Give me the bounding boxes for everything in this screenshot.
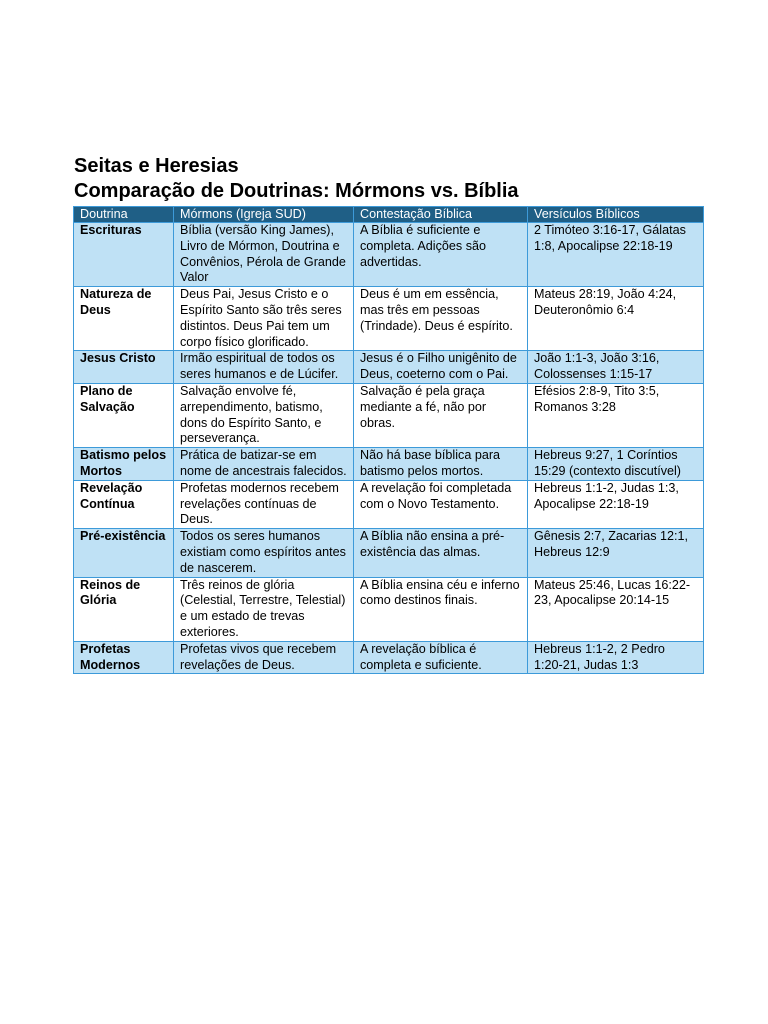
doctrine-cell: Escrituras — [74, 223, 174, 287]
mormon-view-cell: Irmão espiritual de todos os seres humanos e de Lúcifer. — [174, 351, 354, 384]
mormon-view-cell: Três reinos de glória (Celestial, Terrestre, Telestial) e um estado de trevas exteriores. — [174, 577, 354, 641]
verses-cell: Mateus 25:46, Lucas 16:22-23, Apocalipse 20:14-15 — [528, 577, 704, 641]
title-block — [74, 154, 519, 204]
column-header-doutrina: Doutrina — [74, 207, 174, 223]
mormon-view-cell: Profetas vivos que recebem revelações de Deus. — [174, 641, 354, 674]
doctrine-comparison-table — [73, 206, 704, 674]
doctrine-cell: Revelação Contínua — [74, 480, 174, 528]
page-title: Seitas e Heresias — [74, 155, 239, 177]
biblical-response-cell: Deus é um em essência, mas três em pessoas (Trindade). Deus é espírito. — [354, 287, 528, 351]
column-header-versiculos: Versículos Bíblicos — [528, 207, 704, 223]
table-row — [74, 641, 704, 674]
page-subtitle: Comparação de Doutrinas: Mórmons vs. Bíblia — [74, 180, 519, 202]
column-header-mormons: Mórmons (Igreja SUD) — [174, 207, 354, 223]
verses-cell: Gênesis 2:7, Zacarias 12:1, Hebreus 12:9 — [528, 529, 704, 577]
doctrine-cell: Natureza de Deus — [74, 287, 174, 351]
doctrine-cell: Batismo pelos Mortos — [74, 448, 174, 481]
biblical-response-cell: A Bíblia é suficiente e completa. Adições são advertidas. — [354, 223, 528, 287]
table-row — [74, 480, 704, 528]
table-row — [74, 383, 704, 447]
mormon-view-cell: Deus Pai, Jesus Cristo e o Espírito Santo são três seres distintos. Deus Pai tem um corpo físico glorificado. — [174, 287, 354, 351]
mormon-view-cell: Salvação envolve fé, arrependimento, batismo, dons do Espírito Santo, e perseverança. — [174, 383, 354, 447]
table-row — [74, 351, 704, 384]
doctrine-cell: Reinos de Glória — [74, 577, 174, 641]
table-row — [74, 529, 704, 577]
mormon-view-cell: Prática de batizar-se em nome de ancestrais falecidos. — [174, 448, 354, 481]
verses-cell: João 1:1-3, João 3:16, Colossenses 1:15-17 — [528, 351, 704, 384]
table-header-row — [74, 207, 704, 223]
doctrine-cell: Jesus Cristo — [74, 351, 174, 384]
biblical-response-cell: A revelação foi completada com o Novo Testamento. — [354, 480, 528, 528]
biblical-response-cell: Jesus é o Filho unigênito de Deus, coeterno com o Pai. — [354, 351, 528, 384]
biblical-response-cell: A Bíblia ensina céu e inferno como destinos finais. — [354, 577, 528, 641]
mormon-view-cell: Todos os seres humanos existiam como espíritos antes de nascerem. — [174, 529, 354, 577]
column-header-contestacao: Contestação Bíblica — [354, 207, 528, 223]
biblical-response-cell: A Bíblia não ensina a pré-existência das almas. — [354, 529, 528, 577]
verses-cell: Mateus 28:19, João 4:24, Deuteronômio 6:4 — [528, 287, 704, 351]
doctrine-cell: Plano de Salvação — [74, 383, 174, 447]
table-row — [74, 448, 704, 481]
biblical-response-cell: A revelação bíblica é completa e suficiente. — [354, 641, 528, 674]
table-row — [74, 223, 704, 287]
verses-cell: Hebreus 9:27, 1 Coríntios 15:29 (contexto discutível) — [528, 448, 704, 481]
mormon-view-cell: Profetas modernos recebem revelações contínuas de Deus. — [174, 480, 354, 528]
verses-cell: 2 Timóteo 3:16-17, Gálatas 1:8, Apocalipse 22:18-19 — [528, 223, 704, 287]
verses-cell: Hebreus 1:1-2, Judas 1:3, Apocalipse 22:18-19 — [528, 480, 704, 528]
table-row — [74, 577, 704, 641]
biblical-response-cell: Salvação é pela graça mediante a fé, não por obras. — [354, 383, 528, 447]
doctrine-cell: Profetas Modernos — [74, 641, 174, 674]
doctrine-cell: Pré-existência — [74, 529, 174, 577]
table-row — [74, 287, 704, 351]
mormon-view-cell: Bíblia (versão King James), Livro de Mórmon, Doutrina e Convênios, Pérola de Grande Valor — [174, 223, 354, 287]
verses-cell: Efésios 2:8-9, Tito 3:5, Romanos 3:28 — [528, 383, 704, 447]
verses-cell: Hebreus 1:1-2, 2 Pedro 1:20-21, Judas 1:3 — [528, 641, 704, 674]
biblical-response-cell: Não há base bíblica para batismo pelos mortos. — [354, 448, 528, 481]
